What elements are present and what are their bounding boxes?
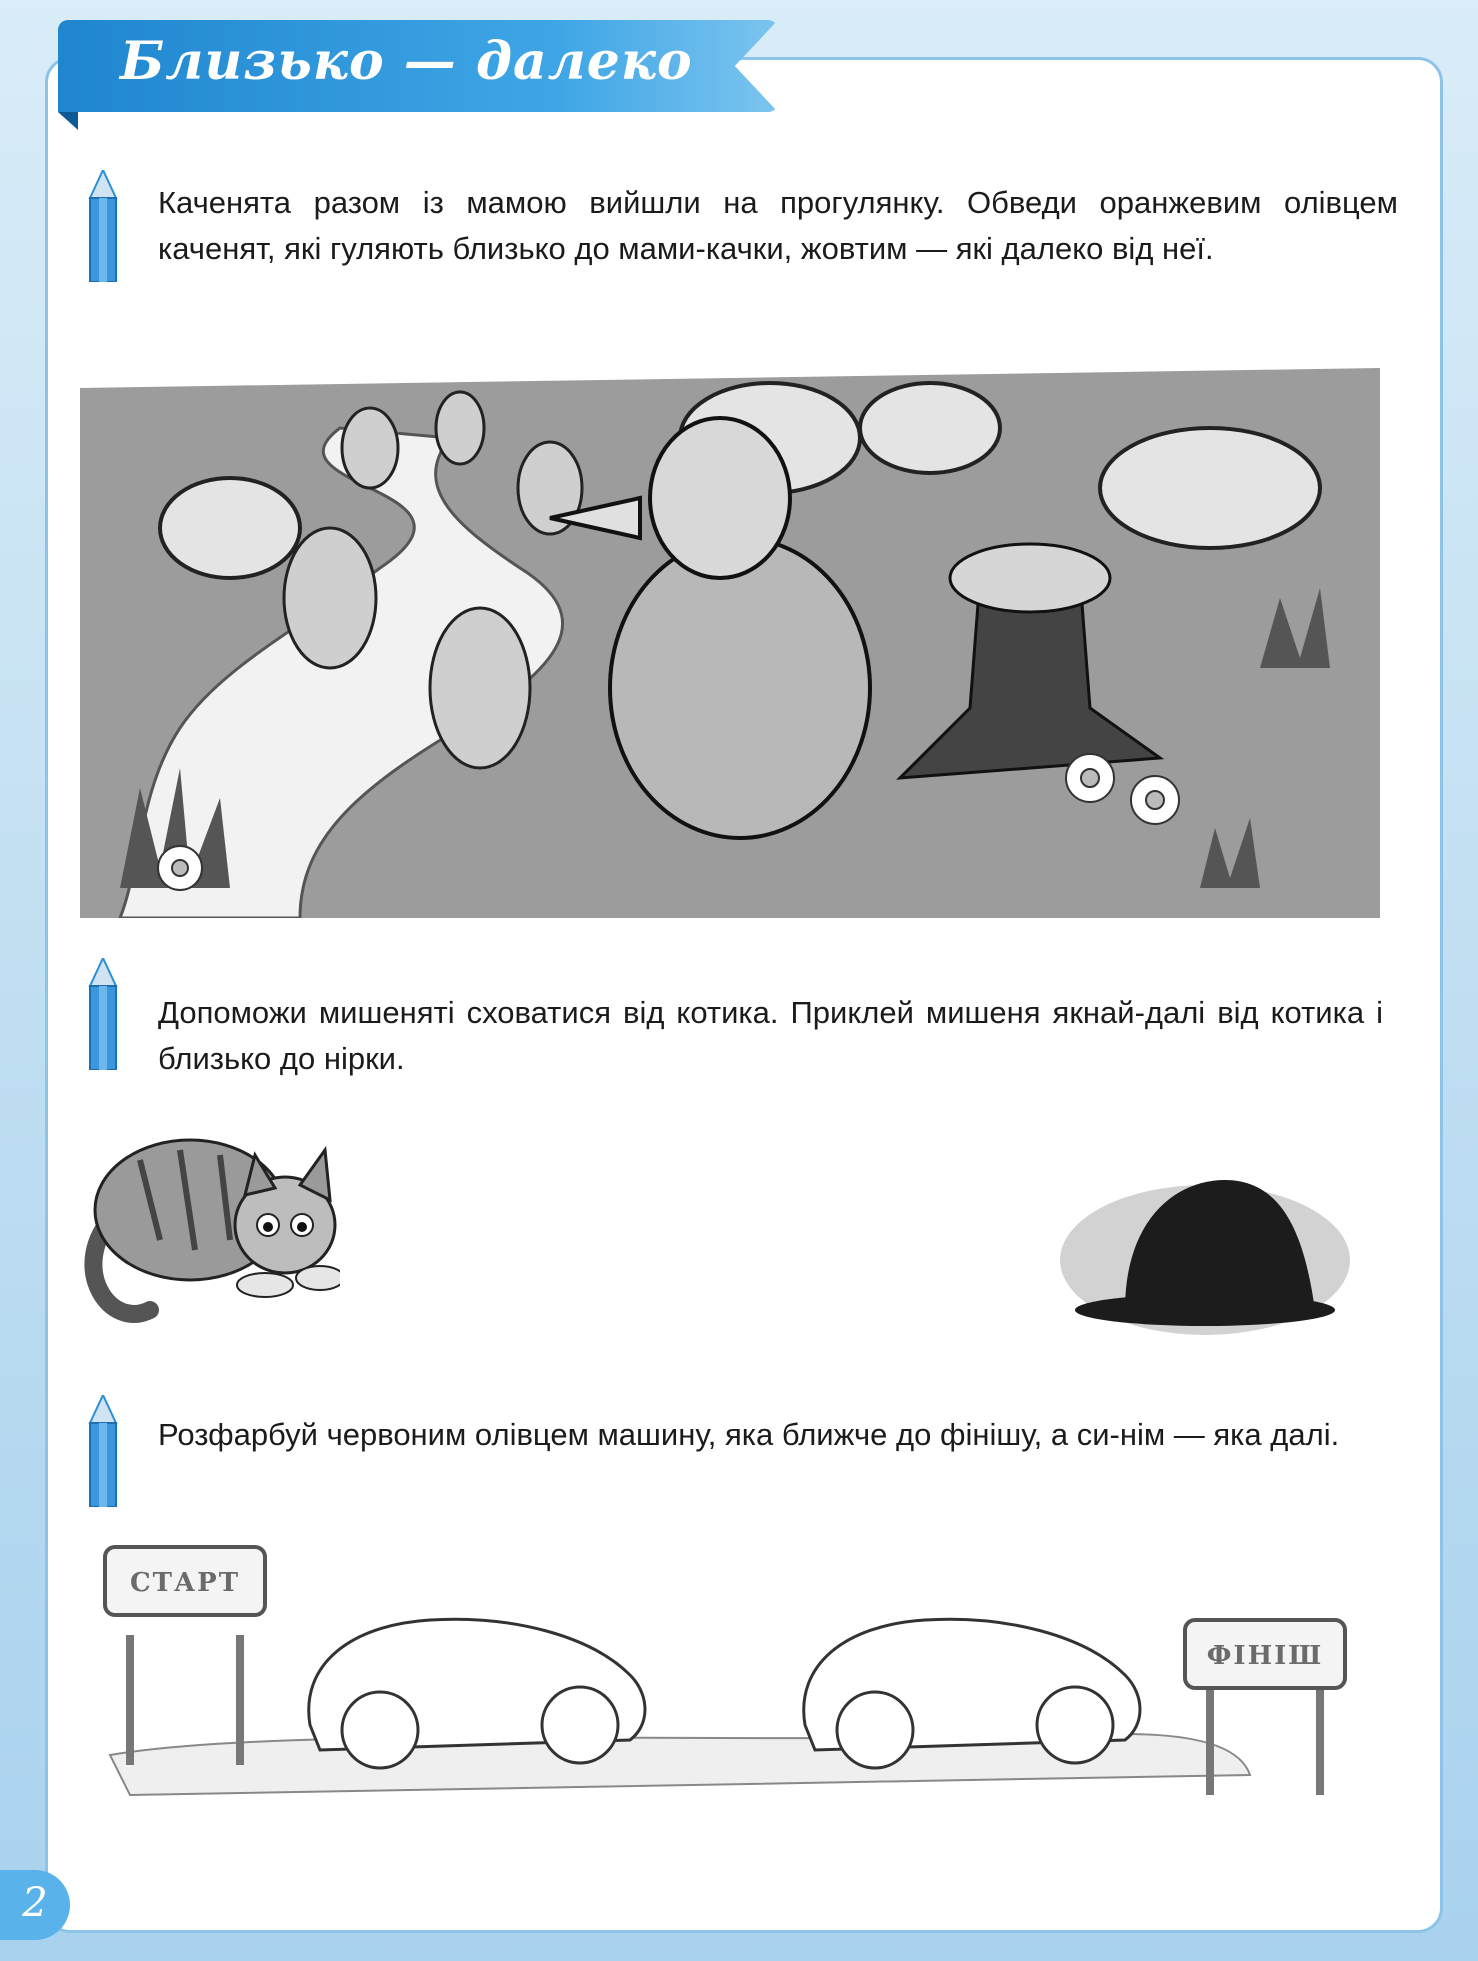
pencil-icon <box>86 170 120 282</box>
start-sign-label: СТАРТ <box>129 1568 241 1598</box>
page-title: Близько — далеко <box>120 31 693 92</box>
finish-sign-label: ФІНІШ <box>1206 1641 1324 1671</box>
page-number: 2 <box>0 1870 70 1940</box>
mouse-hole-illustration <box>1055 1160 1355 1340</box>
pencil-icon <box>86 958 120 1070</box>
car-icon <box>804 1619 1140 1768</box>
task-2-text: Допоможи мишеняті сховатися від котика. Приклей мишеня якнай-далі від котика і близько до нірки. <box>158 995 1383 1076</box>
cat-illustration <box>70 1100 340 1330</box>
task-1-text: Каченята разом із мамою вийшли на прогулянку. Обведи оранжевим олівцем каченят, які гуляють близько до мами-качки, жовтим — які далеко від неї. <box>158 185 1398 266</box>
car-icon <box>309 1619 645 1768</box>
task-3-text: Розфарбуй червоним олівцем машину, яка ближче до фінішу, а си-нім — яка далі. <box>158 1417 1340 1452</box>
ducks-walk-illustration <box>80 368 1380 918</box>
cars-race-illustration <box>90 1525 1390 1815</box>
pencil-icon <box>86 1395 120 1507</box>
title-banner-fold <box>58 112 78 130</box>
